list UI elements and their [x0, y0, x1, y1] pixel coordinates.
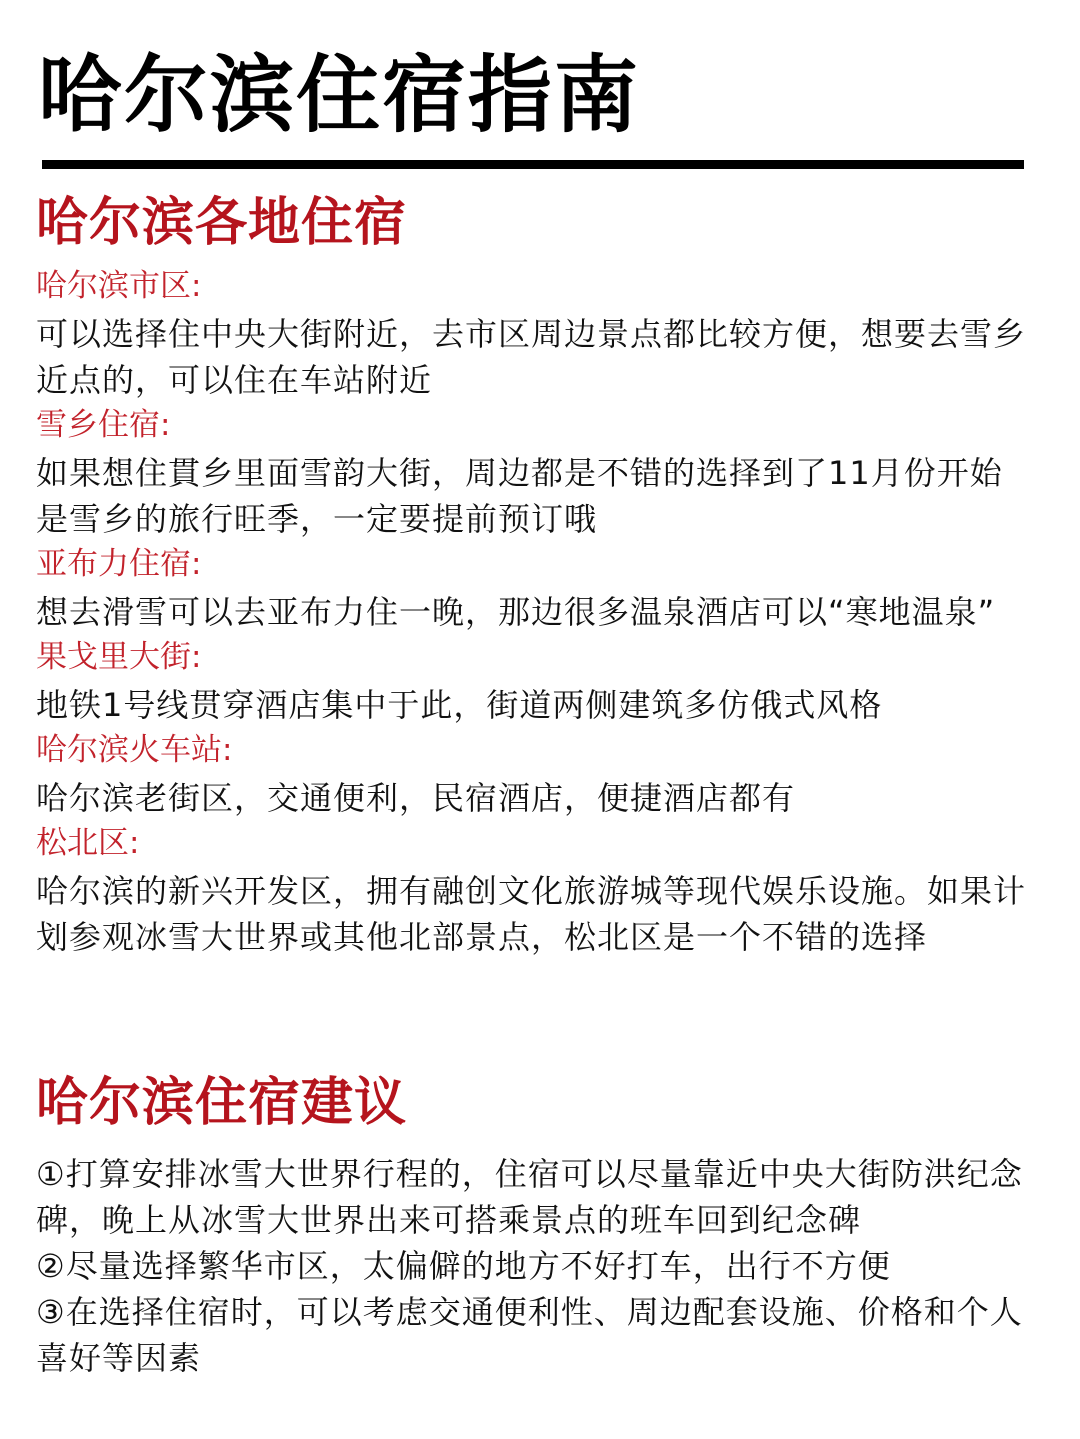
- tip-item: ②尽量选择繁华市区，太偏僻的地方不好打车，出行不方便: [36, 1247, 891, 1285]
- section-heading-areas: 哈尔滨各地住宿: [36, 193, 408, 253]
- section-heading-tips: 哈尔滨住宿建议: [36, 1073, 408, 1133]
- area-label: 亚布力住宿:: [36, 546, 202, 582]
- area-list: [36, 264, 1026, 960]
- area-entry-railway-station: [36, 728, 1026, 821]
- area-description: 如果想住貫乡里面雪韵大街，周边都是不错的选择到了11月份开始是雪乡的旅行旺季，一定要提前预订哦: [36, 454, 1003, 538]
- area-label: 哈尔滨火车站:: [36, 732, 233, 768]
- area-description: 哈尔滨的新兴开发区，拥有融创文化旅游城等现代娱乐设施。如果计划参观冰雪大世界或其他北部景点，松北区是一个不错的选择: [36, 872, 1027, 956]
- area-label: 哈尔滨市区:: [36, 268, 202, 304]
- tip-item: ③在选择住宿时，可以考虑交通便利性、周边配套设施、价格和个人喜好等因素: [36, 1293, 1023, 1377]
- area-entry-city: [36, 264, 1026, 403]
- area-entry-gogol-street: [36, 635, 1026, 728]
- area-label: 雪乡住宿:: [36, 407, 171, 443]
- area-description: 地铁1号线贯穿酒店集中于此，街道两侧建筑多仿俄式风格: [36, 686, 883, 724]
- area-description: 哈尔滨老街区，交通便利，民宿酒店，便捷酒店都有: [36, 779, 796, 817]
- area-label: 果戈里大街:: [36, 639, 202, 675]
- area-description: 可以选择住中央大街附近，去市区周边景点都比较方便，想要去雪乡近点的，可以住在车站附近: [36, 315, 1027, 399]
- area-entry-snow-town: [36, 403, 1026, 542]
- tips-list: [36, 1151, 1026, 1381]
- area-entry-songbei: [36, 821, 1026, 960]
- title-divider: [42, 160, 1024, 169]
- area-label: 松北区:: [36, 825, 140, 861]
- area-description: 想去滑雪可以去亚布力住一晚，那边很多温泉酒店可以“寒地温泉”: [36, 593, 996, 631]
- tip-item: ①打算安排冰雪大世界行程的，住宿可以尽量靠近中央大街防洪纪念碑，晚上从冰雪大世界出来可搭乘景点的班车回到纪念碑: [36, 1155, 1023, 1239]
- page-title: 哈尔滨住宿指南: [38, 46, 641, 144]
- area-entry-yabuli: [36, 542, 1026, 635]
